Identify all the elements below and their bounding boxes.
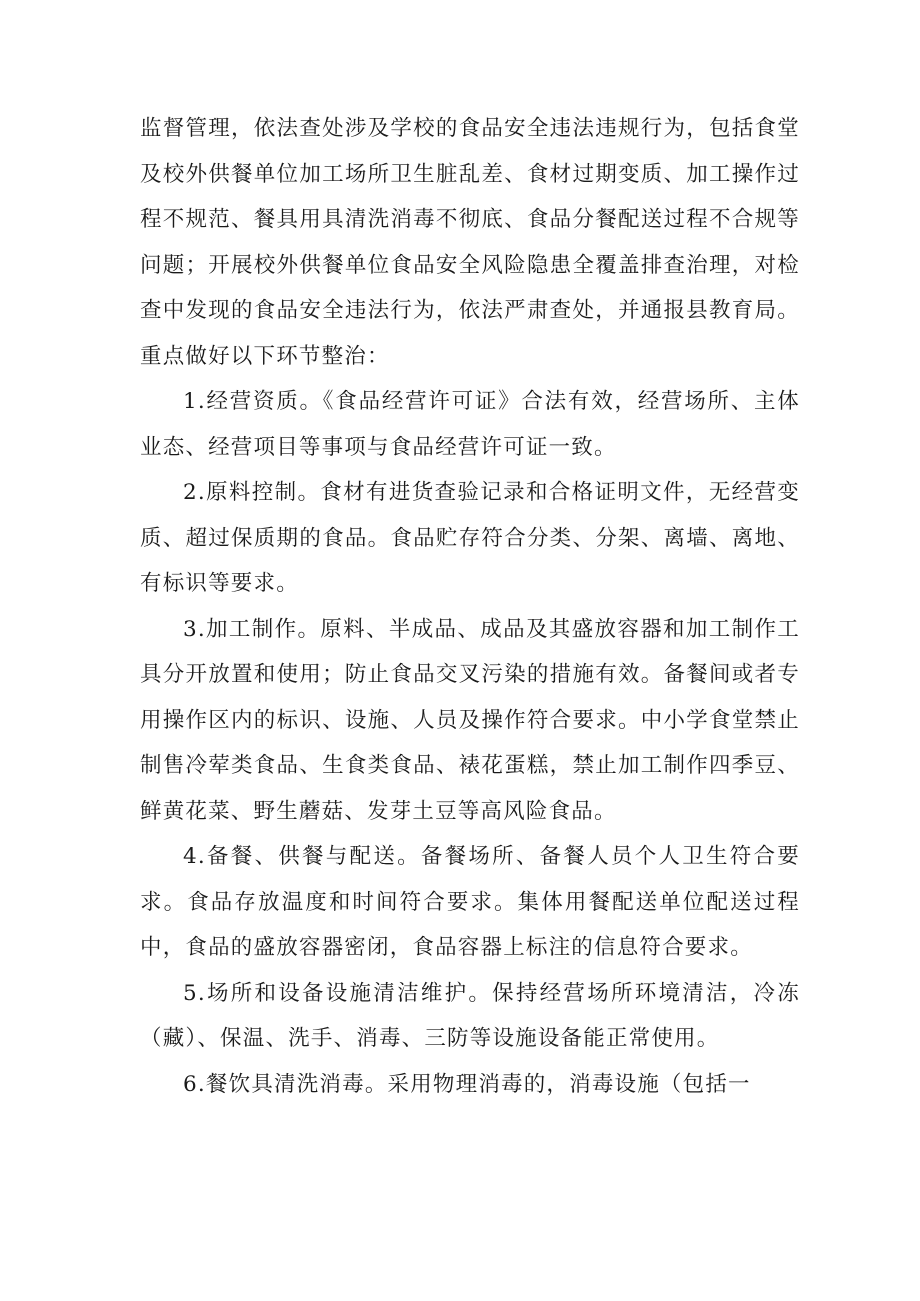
paragraph-item-2: 2.原料控制。食材有进货查验记录和合格证明文件，无经营变质、超过保质期的食品。食品贮存符合分类、分架、离墙、离地、有标识等要求。 xyxy=(140,480,800,596)
paragraph-intro: 监督管理，依法查处涉及学校的食品安全违法违规行为，包括食堂及校外供餐单位加工场所卫生脏乱差、食材过期变质、加工操作过程不规范、餐具用具清洗消毒不彻底、食品分餐配送过程不合规等问题；开展校外供餐单位食品安全风险隐患全覆盖排查治理，对检查中发现的食品安全违法行为，依法严肃查处，并通报县教育局。重点做好以下环节整治： xyxy=(140,116,800,369)
document-body xyxy=(140,106,800,1107)
paragraph-item-5: 5.场所和设备设施清洁维护。保持经营场所环境清洁，冷冻（藏）、保温、洗手、消毒、三防等设施设备能正常使用。 xyxy=(140,980,800,1051)
paragraph-item-3: 3.加工制作。原料、半成品、成品及其盛放容器和加工制作工具分开放置和使用；防止食品交叉污染的措施有效。备餐间或者专用操作区内的标识、设施、人员及操作符合要求。中小学食堂禁止制售冷荤类食品、生食类食品、裱花蛋糕，禁止加工制作四季豆、鲜黄花菜、野生蘑菇、发芽土豆等高风险食品。 xyxy=(140,616,800,824)
paragraph-item-6: 6.餐饮具清洗消毒。采用物理消毒的，消毒设施（包括一 xyxy=(183,1071,751,1097)
paragraph-item-1: 1.经营资质。《食品经营许可证》合法有效，经营场所、主体业态、经营项目等事项与食品经营许可证一致。 xyxy=(140,389,800,460)
paragraph-item-4: 4.备餐、供餐与配送。备餐场所、备餐人员个人卫生符合要求。食品存放温度和时间符合要求。集体用餐配送单位配送过程中，食品的盛放容器密闭，食品容器上标注的信息符合要求。 xyxy=(140,844,800,960)
